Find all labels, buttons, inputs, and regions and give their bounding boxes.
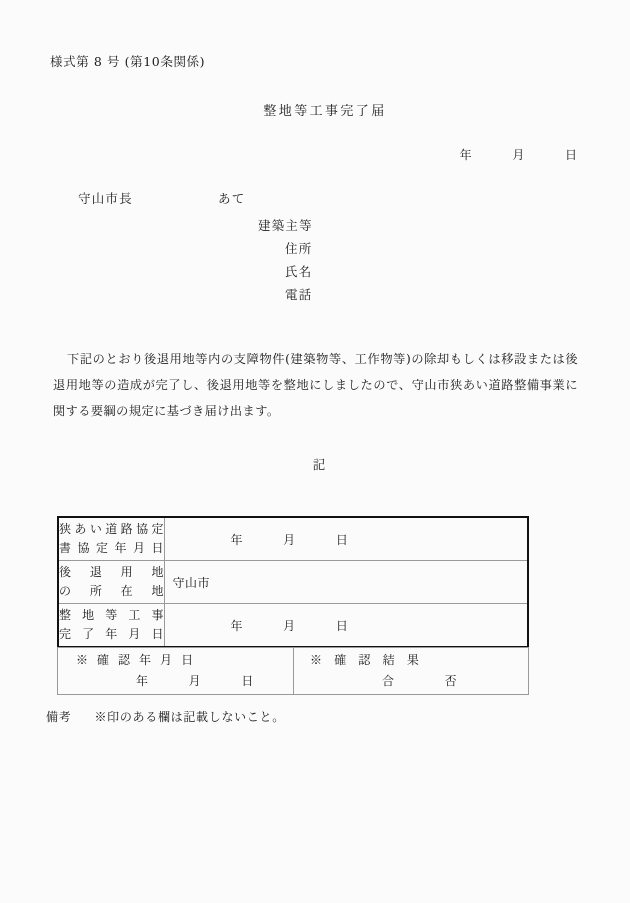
addressee-recipient: 守山市長 bbox=[78, 191, 133, 206]
date-day-label: 日 bbox=[241, 674, 255, 688]
cell-confirmation-date[interactable] bbox=[58, 648, 294, 695]
result-option-pass[interactable]: 合 bbox=[382, 674, 396, 688]
confirmation-table bbox=[57, 647, 529, 695]
date-year-label: 年 bbox=[459, 148, 473, 162]
label-line: 狭あい道路協定 bbox=[59, 522, 164, 536]
date-month-label: 月 bbox=[283, 532, 297, 547]
field-setback-location[interactable]: 守山市 bbox=[164, 561, 528, 604]
addressee-honorific: あて bbox=[218, 191, 246, 206]
confirmation-result-content bbox=[294, 650, 528, 692]
table-row bbox=[58, 561, 528, 604]
label-line: の所在地 bbox=[59, 584, 164, 598]
label-line: 整地等工事 bbox=[59, 608, 164, 622]
confirmation-result-options bbox=[294, 671, 528, 692]
applicant-phone-label: 電話 bbox=[285, 287, 313, 302]
confirmation-date-content bbox=[58, 650, 293, 692]
date-year-label: 年 bbox=[136, 674, 150, 688]
date-year-label: 年 bbox=[230, 532, 244, 547]
date-day-label: 日 bbox=[564, 148, 578, 162]
document-title: 整地等工事完了届 bbox=[263, 104, 387, 119]
form-table-wrapper bbox=[57, 516, 529, 695]
row-label-agreement-date bbox=[58, 517, 164, 561]
label-line: 書協定年月日 bbox=[59, 541, 164, 555]
applicant-role-label: 建築主等 bbox=[258, 218, 313, 233]
label-line: 完了年月日 bbox=[59, 627, 164, 641]
row-label-setback-location bbox=[58, 561, 164, 604]
label-line: 後退用地 bbox=[59, 565, 164, 579]
date-month-label: 月 bbox=[283, 618, 297, 633]
form-number: 様式第 8 号 (第10条関係) bbox=[50, 54, 206, 69]
applicant-block bbox=[258, 214, 313, 306]
confirmation-result-heading: ※ 確 認 結 果 bbox=[310, 653, 424, 667]
applicant-name-label: 氏名 bbox=[285, 264, 313, 279]
table-row bbox=[58, 648, 529, 695]
main-info-table bbox=[57, 516, 529, 648]
date-month-label: 月 bbox=[512, 148, 526, 162]
table-row bbox=[58, 604, 528, 648]
row-label-completion-date bbox=[58, 604, 164, 648]
date-month-label: 月 bbox=[188, 674, 202, 688]
confirmation-date-heading: ※ 確 認 年 月 日 bbox=[76, 653, 196, 667]
date-day-label: 日 bbox=[335, 618, 349, 633]
result-option-fail[interactable]: 否 bbox=[444, 674, 458, 688]
body-paragraph: 下記のとおり後退用地等内の支障物件(建築物等、工作物等)の除却もしくは移設または後退用地等の造成が完了し、後退用地等を整地にしましたので、守山市狭あい道路整備事業に関する要綱の規定に基づき届け出ます。 bbox=[53, 352, 578, 418]
confirmation-date-fields bbox=[58, 671, 293, 692]
remark-note bbox=[46, 708, 285, 725]
remark-text: ※印のある欄は記載しないこと。 bbox=[94, 710, 285, 724]
cell-confirmation-result[interactable] bbox=[294, 648, 529, 695]
remark-label: 備考 bbox=[46, 710, 72, 724]
table-row bbox=[58, 517, 528, 561]
field-completion-date[interactable] bbox=[164, 604, 528, 648]
submission-date-line bbox=[460, 146, 578, 163]
ki-marker: 記 bbox=[312, 457, 326, 472]
addressee-line bbox=[78, 189, 245, 207]
applicant-address-label: 住所 bbox=[285, 241, 313, 256]
date-year-label: 年 bbox=[230, 618, 244, 633]
field-agreement-date[interactable] bbox=[164, 517, 528, 561]
date-day-label: 日 bbox=[335, 532, 349, 547]
